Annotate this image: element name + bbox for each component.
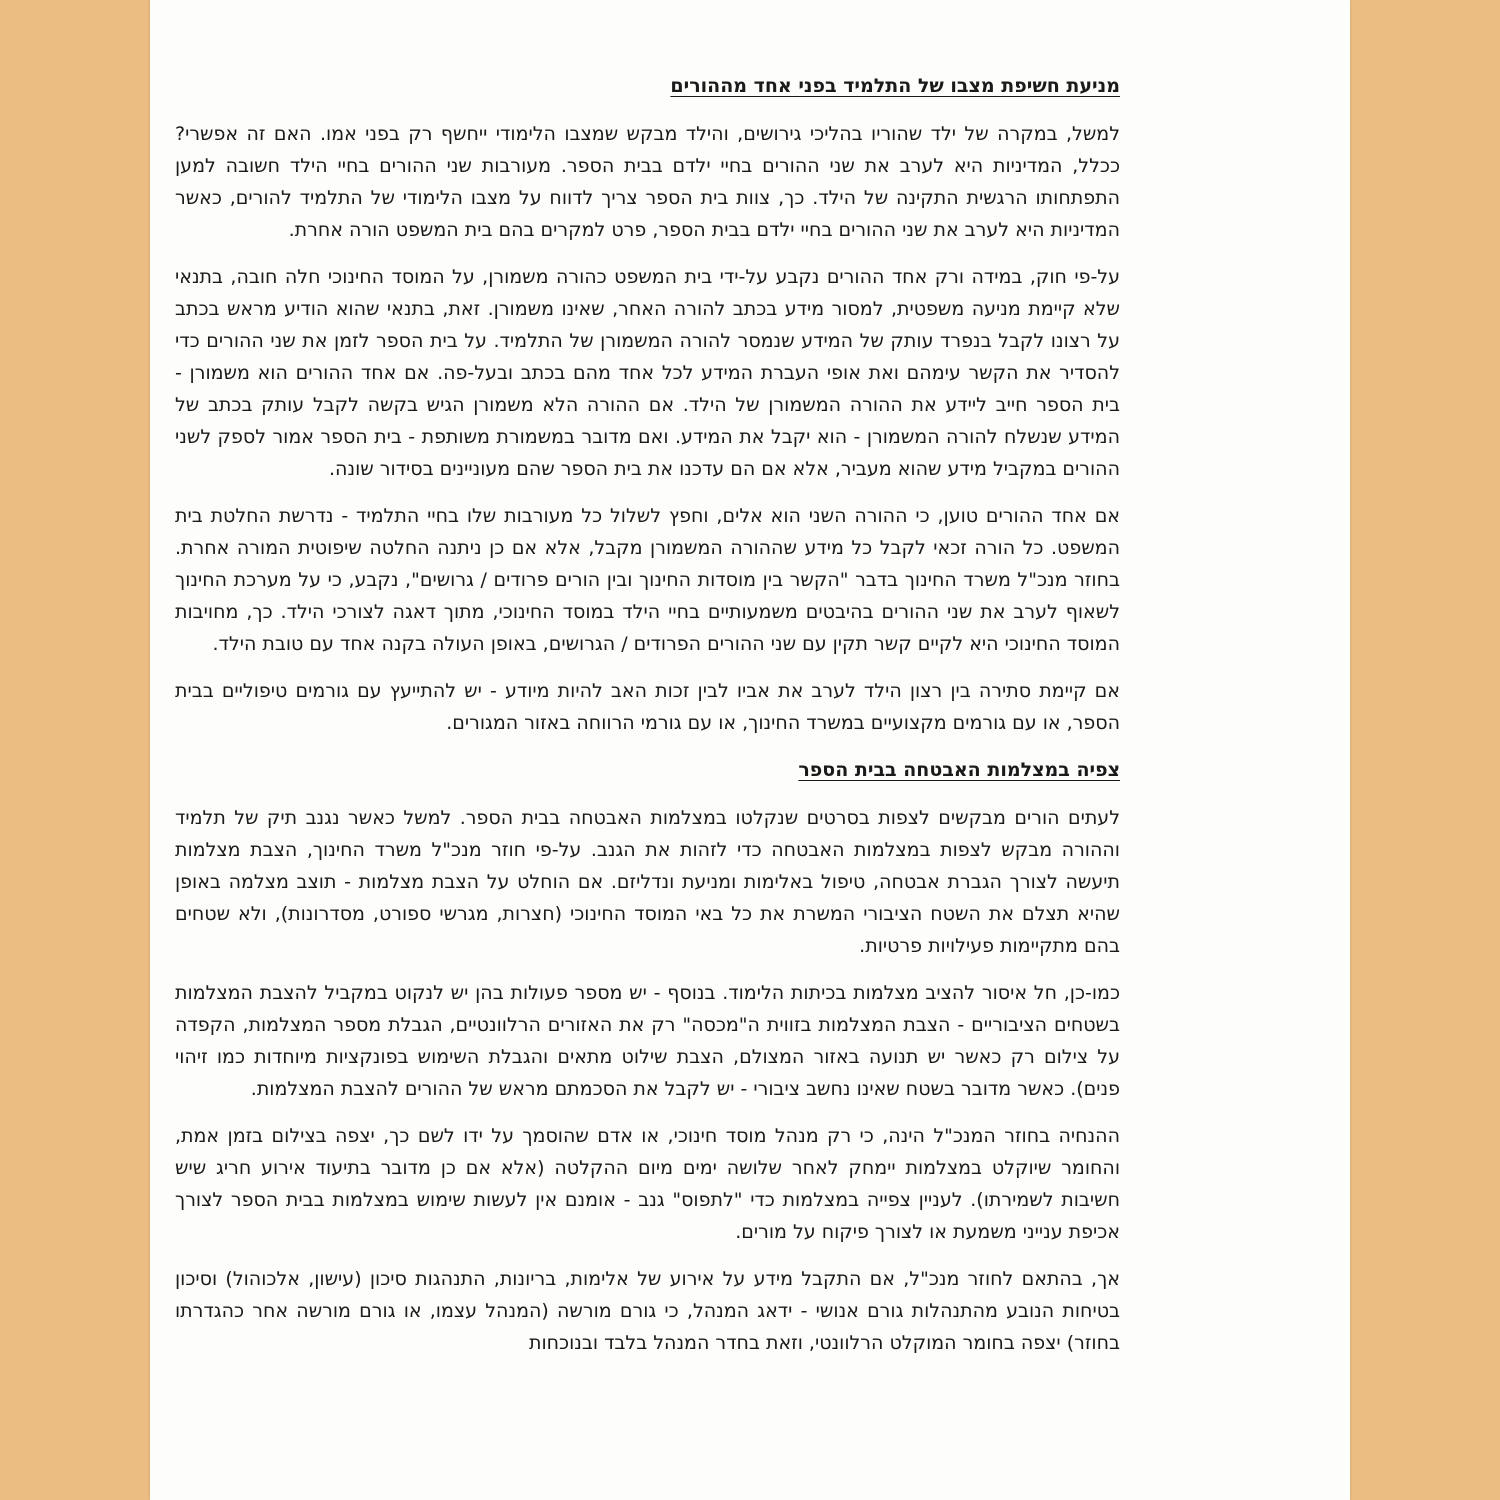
paragraph: ההנחיה בחוזר המנכ"ל הינה, כי רק מנהל מוסד חינוכי, או אדם שהוסמך על ידו לשם כך, יצפה בצילום בזמן אמת, והחומר שיוקלט במצלמות יימחק לאחר שלושה ימים מיום ההקלטה (אלא אם כן מדובר בתיעוד אירוע חריג שיש חשיבות לשמירתו). לעניין צפייה במצלמות כדי "לתפוס" גנב - אומנם אין לעשות שימוש במצלמות בבית הספר לצורך אכיפת ענייני משמעת או לצורך פיקוח על מורים. [175,1125,1120,1243]
paragraph: למשל, במקרה של ילד שהוריו בהליכי גירושים, והילד מבקש שמצבו הלימודי ייחשף רק בפני אמו. האם זה אפשרי? ככלל, המדיניות היא לערב את שני ההורים בחיי ילדם בבית הספר. מעורבות שני ההורים בחיי הילד חשובה למען התפתחותו הרגשית התקינה של הילד. כך, צוות בית הספר צריך לדווח על מצבו הלימודי של התלמיד להורים, כאשר המדיניות היא לערב את שני ההורים בחיי ילדם בבית הספר, פרט למקרים בהם בית המשפט הורה אחרת. [175,123,1120,241]
paragraph: כמו-כן, חל איסור להציב מצלמות בכיתות הלימוד. בנוסף - יש מספר פעולות בהן יש לנקוט במקביל להצבת המצלמות בשטחים הציבוריים - הצבת המצלמות בזווית ה"מכסה" רק את האזורים הרלוונטיים, הגבלת מספר המצלמות, הקפדה על צילום רק כאשר יש תנועה באזור המצולם, הצבת שילוט מתאים והגבלת השימוש בפונקציות מיוחדות כמו זיהוי פנים). כאשר מדובר בשטח שאינו נחשב ציבורי - יש לקבל את הסכמתם מראש של ההורים להצבת המצלמות. [175,982,1120,1100]
paragraph: אם אחד ההורים טוען, כי ההורה השני הוא אלים, וחפץ לשלול כל מעורבות שלו בחיי התלמיד - נדרשת החלטת בית המשפט. כל הורה זכאי לקבל כל מידע שההורה המשמורן מקבל, אלא אם כן ניתנה החלטה שיפוטית המורה אחרת. בחוזר מנכ"ל משרד החינוך בדבר "הקשר בין מוסדות החינוך ובין הורים פרודים / גרושים", נקבע, כי על מערכת החינוך לשאוף לערב את שני ההורים בהיבטים משמעותיים בחיי הילד במוסד החינוכי, מתוך דאגה לצורכי הילד. כך, מחויבות המוסד החינוכי היא לקיים קשר תקין עם שני ההורים הפרודים / הגרושים, באופן העולה בקנה אחד עם טובת הילד. [175,505,1120,655]
paragraph: על-פי חוק, במידה ורק אחד ההורים נקבע על-ידי בית המשפט כהורה משמורן, על המוסד החינוכי חלה חובה, בתנאי שלא קיימת מניעה משפטית, למסור מידע בכתב להורה האחר, שאינו משמורן. זאת, בתנאי שהוא הודיע מראש בכתב על רצונו לקבל בנפרד עותק של המידע שנמסר להורה המשמורן של התלמיד. על בית הספר לזמן את שני ההורים כדי להסדיר את הקשר עימהם ואת אופי העברת המידע לכל אחד מהם בכתב ובעל-פה. אם אחד ההורים הוא משמורן - בית הספר חייב ליידע את ההורה המשמורן של הילד. אם ההורה הלא משמורן הגיש בקשה לקבל עותק בכתב של המידע שנשלח להורה המשמורן - הוא יקבל את המידע. ואם מדובר במשמורת משותפת - בית הספר אמור לספק לשני ההורים במקביל מידע שהוא מעביר, אלא אם הם עדכנו את בית הספר שהם מעוניינים בסידור שונה. [175,266,1120,480]
section-parent-disclosure [175,70,1120,739]
paragraph: אם קיימת סתירה בין רצון הילד לערב את אביו לבין זכות האב להיות מיודע - יש להתייעץ עם גורמים טיפוליים בבית הספר, או עם גורמים מקצועיים במשרד החינוך, או עם גורמי הרווחה באזור המגורים. [175,680,1120,734]
document-body [175,70,1120,1374]
paragraph: אך, בהתאם לחוזר מנכ"ל, אם התקבל מידע על אירוע של אלימות, בריונות, התנהגות סיכון (עישון, אלכוהול) וסיכון בטיחות הנובע מהתנהלות גורם אנושי - ידאג המנהל, כי גורם מורשה (המנהל עצמו, או גורם מורשה אחר כהגדרתו בחוזר) יצפה בחומר המוקלט הרלוונטי, וזאת בחדר המנהל בלבד ובנוכחות [175,1268,1120,1354]
section-heading: צפיה במצלמות האבטחה בבית הספר [798,759,1120,781]
paragraph: לעתים הורים מבקשים לצפות בסרטים שנקלטו במצלמות האבטחה בבית הספר. למשל כאשר נגנב תיק של תלמיד וההורה מבקש לצפות במצלמות האבטחה כדי לזהות את הגנב. על-פי חוזר מנכ"ל משרד החינוך, הצבת מצלמות תיעשה לצורך הגברת אבטחה, טיפול באלימות ומניעת ונדליזם. אם הוחלט על הצבת מצלמות - תוצב מצלמה באופן שהיא תצלם את השטח הציבורי המשרת את כל באי המוסד החינוכי (חצרות, מגרשי ספורט, מסדרונות), ולא שטחים בהם מתקיימות פעילויות פרטיות. [175,807,1120,957]
section-heading: מניעת חשיפת מצבו של התלמיד בפני אחד מההורים [670,75,1120,97]
section-security-cameras [175,754,1120,1359]
